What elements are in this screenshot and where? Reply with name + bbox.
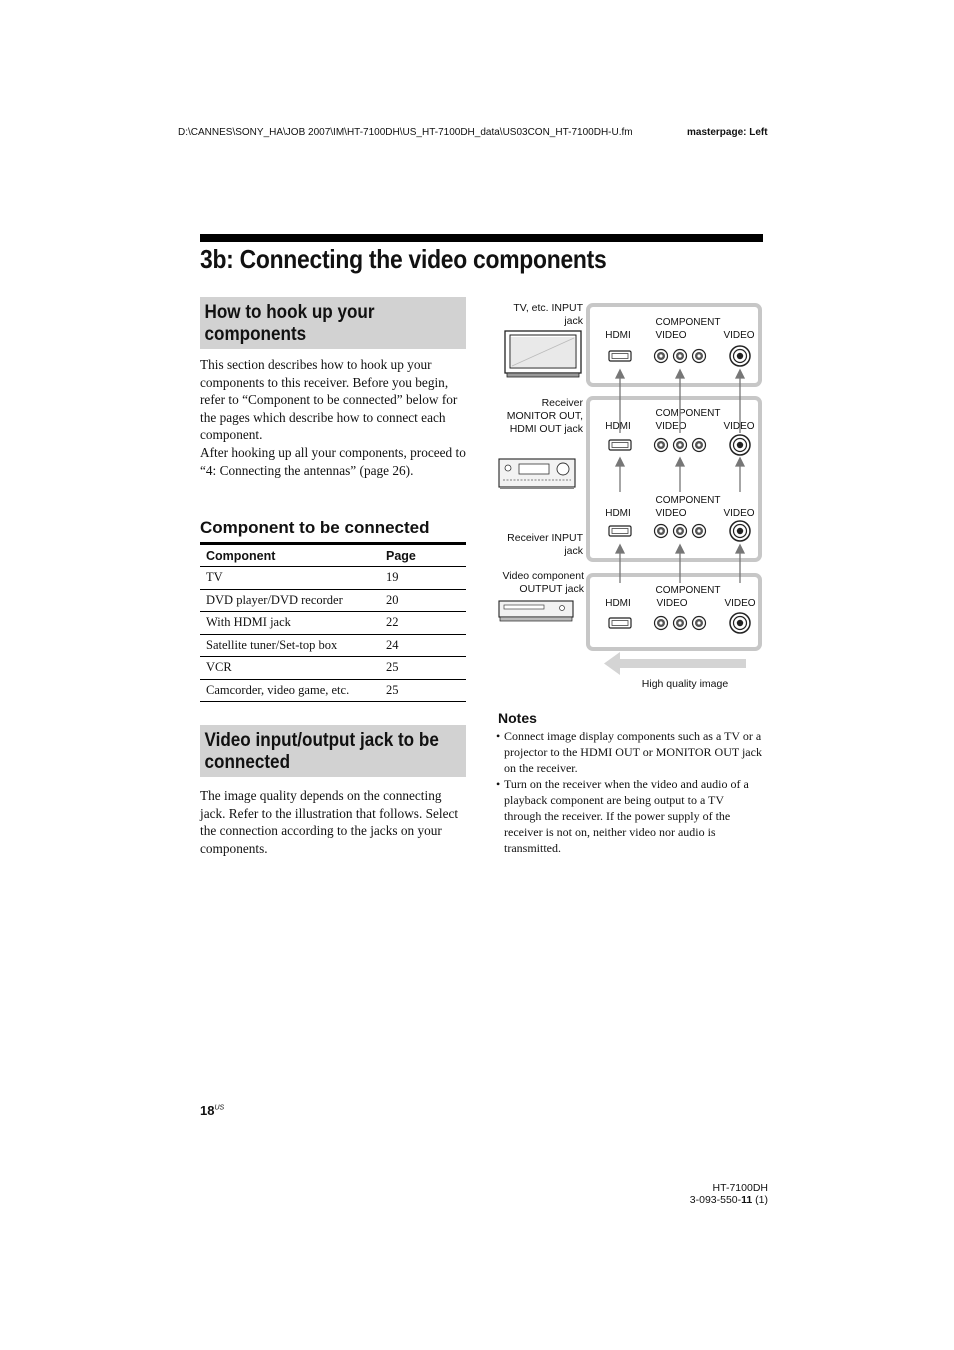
video-jack-icon (730, 521, 750, 541)
dvd-player-icon (499, 601, 573, 621)
hdmi-jack-icon (609, 440, 631, 450)
component-jack-icon (693, 617, 706, 630)
file-path: D:\CANNES\SONY_HA\JOB 2007\IM\HT-7100DH\US_HT-7100DH_data\US03CON_HT-7100DH-U.fm (178, 127, 633, 138)
footer (640, 1182, 768, 1206)
hookup-paragraph-1: This section describes how to hook up your components to this receiver. Before you begin, refer to “Component to be connected” below for the pages which describe how to connect each component. (200, 357, 458, 443)
component-cell: VCR (200, 657, 380, 680)
page-title: 3b: Connecting the video components (200, 244, 607, 274)
jack-label-component-video: VIDEO (655, 330, 687, 341)
component-jack-icon (674, 439, 687, 452)
jack-label-component: COMPONENT (655, 495, 721, 506)
jack-label-video: VIDEO (723, 330, 755, 341)
component-cell: DVD player/DVD recorder (200, 589, 380, 612)
label-tv-input: TV, etc. INPUT (513, 302, 583, 314)
footer-model: HT-7100DH (712, 1182, 768, 1194)
jack-label-component: COMPONENT (655, 408, 721, 419)
component-jack-icon (693, 439, 706, 452)
video-jack-icon (730, 435, 750, 455)
table-row (200, 679, 466, 702)
jack-label-hdmi: HDMI (605, 508, 631, 519)
section-heading-jack (200, 725, 466, 777)
component-jack-icon (674, 617, 687, 630)
hdmi-jack-icon (609, 526, 631, 536)
component-jack-icon (655, 617, 668, 630)
jack-label-component-video: VIDEO (655, 508, 687, 519)
hookup-paragraph-2: After hooking up all your components, proceed to “4: Connecting the antennas” (page 26). (200, 445, 466, 478)
label-receiver-out-3: HDMI OUT jack (509, 423, 583, 435)
video-jack-icon (730, 346, 750, 366)
page-cell: 25 (380, 657, 466, 680)
label-video-component-2: OUTPUT jack (519, 583, 584, 595)
notes-list (498, 728, 764, 856)
footer-code (640, 1194, 768, 1206)
video-jack-icon (730, 613, 750, 633)
quality-label: High quality image (641, 678, 729, 690)
hdmi-jack-icon (609, 351, 631, 361)
page-cell: 20 (380, 589, 466, 612)
jack-label-hdmi: HDMI (605, 421, 631, 432)
footer-code-suffix: (1) (752, 1194, 768, 1206)
jack-label-hdmi: HDMI (605, 598, 631, 609)
connection-diagram (492, 296, 767, 696)
masterpage-label: masterpage: Left (687, 127, 768, 138)
jack-label-component: COMPONENT (655, 317, 721, 328)
column-header-page: Page (380, 544, 466, 567)
quality-arrow-icon (604, 652, 746, 675)
jack-label-video: VIDEO (723, 508, 755, 519)
component-table (200, 542, 466, 702)
notes-heading: Notes (498, 710, 537, 726)
page-number (200, 1103, 224, 1118)
component-table-heading: Component to be connected (200, 518, 430, 537)
component-cell: Camcorder, video game, etc. (200, 679, 380, 702)
label-receiver-in-2: jack (564, 545, 583, 557)
page-cell: 24 (380, 634, 466, 657)
footer-code-prefix: 3-093-550- (689, 1194, 742, 1206)
component-cell: Satellite tuner/Set-top box (200, 634, 380, 657)
note-item: • Connect image display components such as a TV or a projector to the HDMI OUT or MONITOR OUT jack on the receiver. (498, 728, 764, 776)
section-heading-hookup (200, 297, 466, 349)
component-jack-icon (655, 525, 668, 538)
page-cell: 25 (380, 679, 466, 702)
label-receiver-out: Receiver (541, 397, 583, 409)
label-receiver-out-2: MONITOR OUT, (506, 410, 583, 422)
component-jack-icon (655, 350, 668, 363)
section-heading-hookup-text: How to hook up your components (204, 302, 375, 345)
page-number-value: 18 (200, 1103, 215, 1118)
jack-label-video: VIDEO (723, 421, 755, 432)
footer-code-bold: 11 (741, 1194, 753, 1206)
table-header-row (200, 544, 466, 567)
component-cell: TV (200, 567, 380, 590)
table-row (200, 567, 466, 590)
column-header-component: Component (200, 544, 380, 567)
jack-label-component: COMPONENT (655, 585, 721, 596)
page-number-suffix: US (214, 1104, 225, 1112)
table-row (200, 634, 466, 657)
tv-icon (505, 331, 581, 377)
label-tv-input-2: jack (564, 315, 583, 327)
label-receiver-in: Receiver INPUT (507, 532, 583, 544)
component-jack-icon (693, 525, 706, 538)
jack-paragraph: The image quality depends on the connecting jack. Refer to the illustration that follows. Select the connection according to the jacks on your components. (200, 788, 459, 856)
label-video-component: Video component (502, 570, 584, 582)
jack-label-component-video: VIDEO (656, 598, 688, 609)
page-cell: 19 (380, 567, 466, 590)
component-jack-icon (655, 439, 668, 452)
component-cell: With HDMI jack (200, 612, 380, 635)
note-item: • Turn on the receiver when the video and audio of a playback component are being output to a TV through the receiver. If the power supply of the receiver is not on, neither video nor audio is transmitted. (498, 776, 764, 856)
jack-label-hdmi: HDMI (605, 330, 631, 341)
component-jack-icon (674, 525, 687, 538)
table-row (200, 612, 466, 635)
title-rule (200, 234, 763, 242)
receiver-icon (499, 459, 575, 489)
jack-label-video: VIDEO (724, 598, 756, 609)
jack-label-component-video: VIDEO (655, 421, 687, 432)
table-row (200, 589, 466, 612)
page-cell: 22 (380, 612, 466, 635)
component-jack-icon (693, 350, 706, 363)
section-heading-jack-text: Video input/output jack to be connected (204, 730, 439, 773)
hdmi-jack-icon (609, 618, 631, 628)
table-row (200, 657, 466, 680)
component-jack-icon (674, 350, 687, 363)
